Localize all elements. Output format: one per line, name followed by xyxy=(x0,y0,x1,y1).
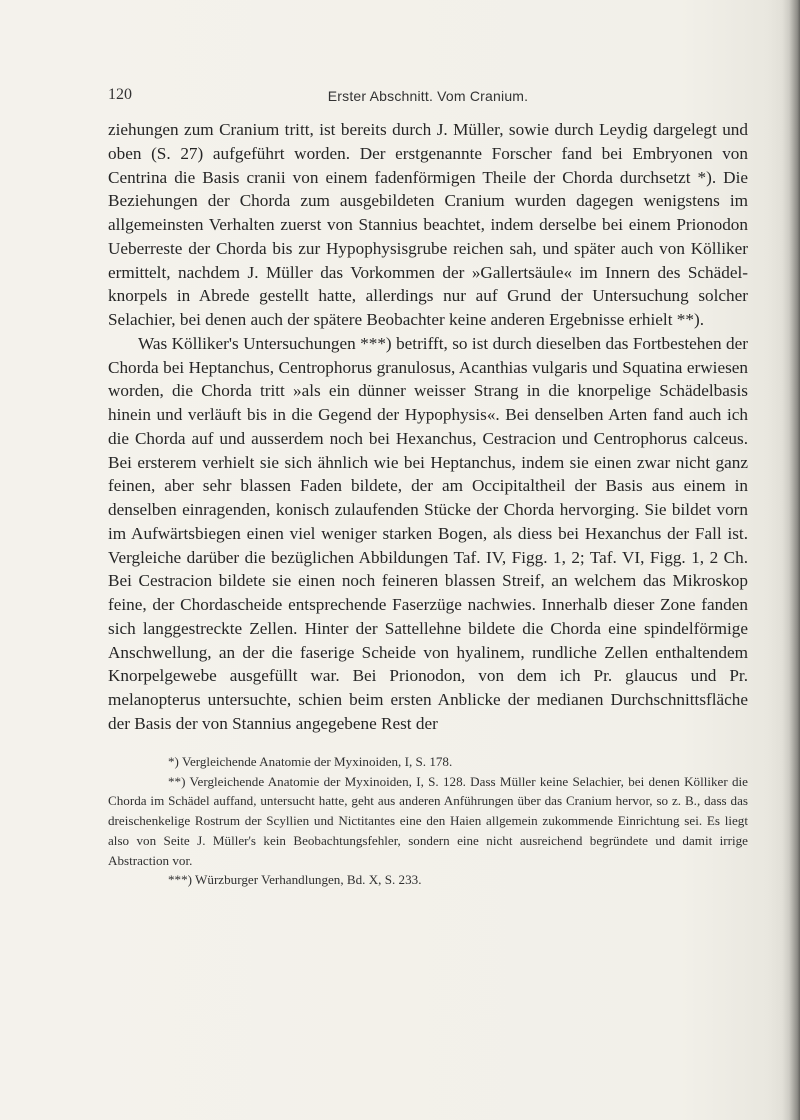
footnote: *) Vergleichende Anatomie der Myxinoiden, I, S. 178. xyxy=(168,754,453,769)
footnote: **) Vergleichende Anatomie der Myxinoiden, I, S. 128. Dass Müller keine Selachier, bei denen Kölliker die Chorda im Schädel auffand, untersucht hatte, geht aus anderen Anführungen über das Cranium hervor, so z. B., dass das dreischenkelige Rostrum der Scyllien und Nictitantes eine den Haien allgemein zukommende Einrichtung sei. Es liegt also von Seite J. Müller's kein Beobachtungsfehler, sondern eine nicht ausreichend begründete und damit irrige Abstraction vor. xyxy=(108,773,748,868)
footnotes xyxy=(108,752,748,890)
running-title: Erster Abschnitt. Vom Cranium. xyxy=(327,88,529,104)
page-number: 120 xyxy=(108,86,132,103)
page-edge-shadow xyxy=(782,0,800,1120)
footnote: ***) Würzburger Verhandlungen, Bd. X, S. 233. xyxy=(168,872,422,888)
main-text xyxy=(108,118,748,736)
page-header xyxy=(108,86,748,108)
paragraph: Was Kölliker's Untersuchungen ***) betrifft, so ist durch dieselben das Fortbestehen der Chorda bei Heptanchus, Centrophorus granulosus, Acanthias vulgaris und Squatina erwiesen worden, die Chorda tritt »als ein dünner weisser Strang in die knorpelige Schädelbasis hinein und verläuft bis in die Gegend der Hypophysis«. Bei denselben Arten fand auch ich die Chorda auf und ausserdem noch bei Hexanchus, Cestracion und Centrophorus calceus. Bei ersterem verhielt sie sich ähnlich wie bei Heptanchus, indem sie einen zwar nicht ganz feinen, aber sehr blassen Faden bildete, der am Occipitaltheil der Basis aus einem in denselben einragenden, konisch zulaufenden Stücke der Chorda hervorging. Sie bildet vorn im Aufwärtsbiegen einen viel weniger starken Bogen, als diess bei Hexanchus der Fall ist. Vergleiche darüber die bezüglichen Abbildungen Taf. IV, Figg. 1, 2; Taf. VI, Figg. 1, 2 Ch. Bei Cestracion bildete sie einen noch feineren blassen Streif, an welchem das Mikroskop feine, der Chordascheide entsprechende Faserzüge nachwies. Innerhalb dieser Zone fanden sich langgestreckte Zellen. Hinter der Sattellehne bildete die Chorda eine spindelförmige Anschwellung, an der die faserige Scheide von hyalinem, rundliche Zellen enthaltendem Knorpelgewebe ausgefüllt war. Bei Prionodon, von dem ich Pr. glaucus und Pr. melanopterus untersuchte, schien beim ersten Anblicke der medianen Durchschnittsfläche der Basis der von Stannius angegebene Rest der xyxy=(108,333,748,733)
paragraph: ziehungen zum Cranium tritt, ist bereits durch J. Müller, sowie durch Leydig dargelegt und oben (S. 27) aufgeführt worden. Der erstgenannte Forscher fand bei Embryonen von Centrina die Basis cranii von einem fadenförmigen Theile der Chorda durchsetzt *). Die Beziehungen der Chorda zum ausgebildeten Cranium wurden dagegen wenigstens im allgemeinsten Verhalten zuerst von Stannius beachtet, indem derselbe bei einem Prionodon Ueberreste der Chorda bis zur Hypophysisgrube reichen sah, und später auch von Kölliker ermittelt, nachdem J. Müller das Vorkommen der »Gallertsäule« im Innern des Schädelknorpels in Abrede gestellt hatte, allerdings nur auf Grund der Untersuchung solcher Selachier, bei denen auch der spätere Beobachter keine anderen Ergebnisse erhielt **). xyxy=(108,120,748,329)
